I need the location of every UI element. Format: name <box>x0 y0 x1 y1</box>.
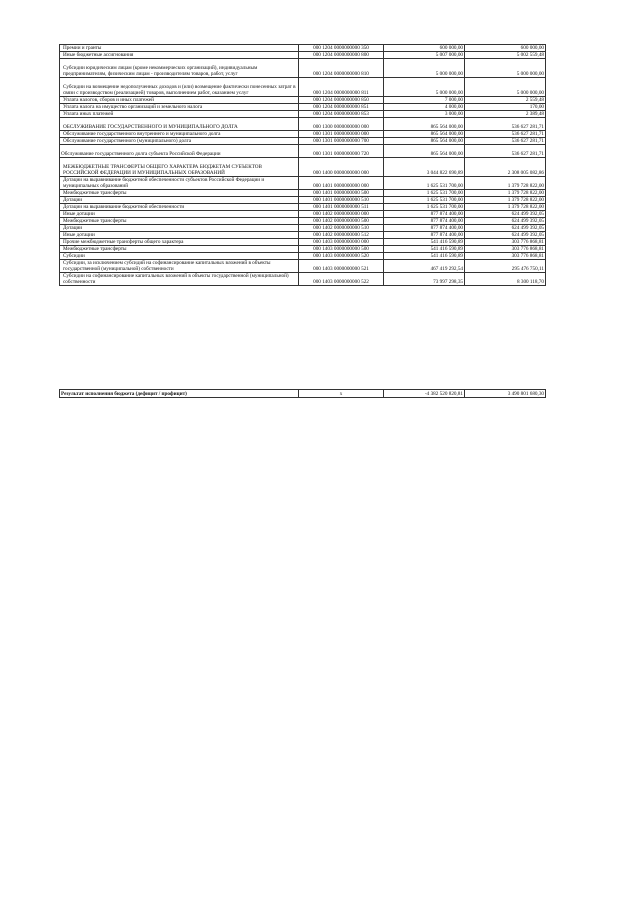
row-name-cell: Иные бюджетные ассигнования <box>60 52 299 59</box>
row-exec-cell: 1 379 728 822,00 <box>465 190 546 197</box>
row-name-cell: Дотации на выравнивание бюджетной обеспеченности <box>60 204 299 211</box>
table-row <box>60 204 546 211</box>
row-exec-cell: 600 000,00 <box>465 45 546 52</box>
table-row <box>60 218 546 225</box>
budget-result-label: Результат исполнения бюджета (дефицит / профицит) <box>60 390 299 398</box>
row-name-cell: ОБСЛУЖИВАНИЕ ГОСУДАРСТВЕННОГО И МУНИЦИПАЛЬНОГО ДОЛГА <box>60 118 299 131</box>
row-plan-cell: 1 625 531 700,00 <box>384 204 465 211</box>
row-name-cell: Субсидии, за исключением субсидий на софинансирование капитальных вложений в объекты государственной (муниципальной) собственности <box>60 260 299 273</box>
row-plan-cell: 5 000 000,00 <box>384 59 465 78</box>
row-plan-cell: 600 000,00 <box>384 45 465 52</box>
table-row <box>60 260 546 273</box>
row-code-cell: 000 1204 0000000000 800 <box>299 52 384 59</box>
row-name-cell: Субсидии на возмещение недополученных доходов и (или) возмещение фактически понесенных затрат в связи с производством (реализацией) товаров, выполнением работ, оказанием услуг <box>60 78 299 97</box>
table-row <box>60 138 546 145</box>
budget-result-code: x <box>299 390 384 398</box>
row-plan-cell: 865 564 000,00 <box>384 138 465 145</box>
row-code-cell: 000 1402 0000000000 500 <box>299 218 384 225</box>
budget-result-row <box>60 390 546 398</box>
row-name-cell: Межбюджетные трансферты <box>60 190 299 197</box>
row-name-cell: Уплата иных платежей <box>60 111 299 118</box>
table-row <box>60 190 546 197</box>
table-row <box>60 225 546 232</box>
row-name-cell: Иные дотации <box>60 211 299 218</box>
row-code-cell: 000 1403 0000000000 500 <box>299 246 384 253</box>
row-name-cell: Иные дотации <box>60 232 299 239</box>
row-plan-cell: 4 000,00 <box>384 104 465 111</box>
table-row <box>60 197 546 204</box>
row-name-cell: Субсидии юридическим лицам (кроме некоммерческих организаций), индивидуальным предпринимателям, физическим лицам - производителям товаров, работ, услуг <box>60 59 299 78</box>
row-name-cell: Субсидии <box>60 253 299 260</box>
row-code-cell: 000 1204 0000000000 350 <box>299 45 384 52</box>
row-exec-cell: 5 000 000,00 <box>465 78 546 97</box>
row-plan-cell: 1 625 531 700,00 <box>384 190 465 197</box>
row-name-cell: Премии и гранты <box>60 45 299 52</box>
row-plan-cell: 865 564 000,00 <box>384 118 465 131</box>
row-plan-cell: 541 416 590,89 <box>384 239 465 246</box>
expenditure-table-body <box>60 45 546 286</box>
row-name-cell: Субсидии на софинансирование капитальных вложений в объекты государственной (муниципальной) собственности <box>60 273 299 286</box>
table-row <box>60 246 546 253</box>
row-exec-cell: 1 379 728 822,00 <box>465 197 546 204</box>
row-code-cell: 000 1204 0000000000 853 <box>299 111 384 118</box>
row-exec-cell: 303 776 868,81 <box>465 246 546 253</box>
row-code-cell: 000 1204 0000000000 810 <box>299 59 384 78</box>
row-name-cell: Прочие межбюджетные трансферты общего характера <box>60 239 299 246</box>
table-row <box>60 97 546 104</box>
table-row <box>60 45 546 52</box>
row-plan-cell: 541 416 590,89 <box>384 253 465 260</box>
row-exec-cell: 624 499 392,05 <box>465 232 546 239</box>
row-code-cell: 000 1402 0000000000 512 <box>299 232 384 239</box>
row-exec-cell: 5 000 000,00 <box>465 59 546 78</box>
row-plan-cell: 877 874 400,00 <box>384 211 465 218</box>
row-plan-cell: 1 625 531 700,00 <box>384 197 465 204</box>
row-plan-cell: 5 000 000,00 <box>384 78 465 97</box>
table-row <box>60 118 546 131</box>
table-row <box>60 78 546 97</box>
row-name-cell: Дотации <box>60 225 299 232</box>
row-name-cell: Обслуживание государственного внутреннего и муниципального долга <box>60 131 299 138</box>
table-row <box>60 239 546 246</box>
row-name-cell: МЕЖБЮДЖЕТНЫЕ ТРАНСФЕРТЫ ОБЩЕГО ХАРАКТЕРА БЮДЖЕТАМ СУБЪЕКТОВ РОССИЙСКОЙ ФЕДЕРАЦИИ И МУНИЦИПАЛЬНЫХ ОБРАЗОВАНИЙ <box>60 158 299 177</box>
row-exec-cell: 624 499 392,05 <box>465 211 546 218</box>
row-code-cell: 000 1401 0000000000 510 <box>299 197 384 204</box>
row-exec-cell: 295 476 750,11 <box>465 260 546 273</box>
table-row <box>60 59 546 78</box>
row-plan-cell: 467 419 292,54 <box>384 260 465 273</box>
table-row <box>60 104 546 111</box>
table-row <box>60 273 546 286</box>
row-exec-cell: 2 559,48 <box>465 97 546 104</box>
row-plan-cell: 1 625 531 700,00 <box>384 177 465 190</box>
table-row <box>60 158 546 177</box>
row-plan-cell: 865 564 000,00 <box>384 131 465 138</box>
row-exec-cell: 170,00 <box>465 104 546 111</box>
row-name-cell: Обслуживание государственного долга субъекта Российской Федерации <box>60 145 299 158</box>
budget-result-exec: 3 490 801 680,30 <box>465 390 546 398</box>
row-code-cell: 000 1204 0000000000 851 <box>299 104 384 111</box>
row-code-cell: 000 1204 0000000000 850 <box>299 97 384 104</box>
expenditure-table <box>59 44 546 286</box>
row-code-cell: 000 1301 0000000000 000 <box>299 131 384 138</box>
row-exec-cell: 536 627 281,71 <box>465 138 546 145</box>
table-row <box>60 232 546 239</box>
row-name-cell: Межбюджетные трансферты <box>60 246 299 253</box>
row-exec-cell: 536 627 281,71 <box>465 118 546 131</box>
row-plan-cell: 877 874 400,00 <box>384 232 465 239</box>
row-code-cell: 000 1401 0000000000 511 <box>299 204 384 211</box>
row-code-cell: 000 1400 0000000000 000 <box>299 158 384 177</box>
table-row <box>60 177 546 190</box>
row-exec-cell: 1 379 728 822,00 <box>465 204 546 211</box>
row-code-cell: 000 1301 0000000000 720 <box>299 145 384 158</box>
row-plan-cell: 865 564 000,00 <box>384 145 465 158</box>
row-plan-cell: 3 044 822 690,89 <box>384 158 465 177</box>
table-row <box>60 145 546 158</box>
row-code-cell: 000 1301 0000000000 700 <box>299 138 384 145</box>
row-plan-cell: 5 007 000,00 <box>384 52 465 59</box>
row-exec-cell: 2 389,48 <box>465 111 546 118</box>
table-row <box>60 111 546 118</box>
row-exec-cell: 5 002 559,48 <box>465 52 546 59</box>
row-name-cell: Дотации на выравнивание бюджетной обеспеченности субъектов Российской Федерации и муниципальных образований <box>60 177 299 190</box>
row-exec-cell: 624 499 392,05 <box>465 218 546 225</box>
row-plan-cell: 3 000,00 <box>384 111 465 118</box>
budget-result-table <box>59 389 546 398</box>
row-exec-cell: 536 627 281,71 <box>465 145 546 158</box>
table-row <box>60 211 546 218</box>
row-code-cell: 000 1403 0000000000 521 <box>299 260 384 273</box>
row-exec-cell: 624 499 392,05 <box>465 225 546 232</box>
table-row <box>60 253 546 260</box>
row-code-cell: 000 1300 0000000000 000 <box>299 118 384 131</box>
row-exec-cell: 536 627 281,71 <box>465 131 546 138</box>
row-code-cell: 000 1204 0000000000 811 <box>299 78 384 97</box>
row-plan-cell: 877 874 400,00 <box>384 225 465 232</box>
table-row <box>60 52 546 59</box>
row-exec-cell: 303 776 868,81 <box>465 239 546 246</box>
table-row <box>60 131 546 138</box>
row-code-cell: 000 1401 0000000000 500 <box>299 190 384 197</box>
row-name-cell: Уплата налога на имущество организаций и земельного налога <box>60 104 299 111</box>
row-name-cell: Межбюджетные трансферты <box>60 218 299 225</box>
row-exec-cell: 303 776 868,81 <box>465 253 546 260</box>
budget-result-plan: -4 382 520 820,81 <box>384 390 465 398</box>
row-plan-cell: 877 874 400,00 <box>384 218 465 225</box>
row-name-cell: Обслуживание государственного (муниципального) долга <box>60 138 299 145</box>
row-code-cell: 000 1401 0000000000 000 <box>299 177 384 190</box>
row-exec-cell: 1 379 728 822,00 <box>465 177 546 190</box>
row-code-cell: 000 1402 0000000000 000 <box>299 211 384 218</box>
row-code-cell: 000 1403 0000000000 520 <box>299 253 384 260</box>
row-plan-cell: 73 997 298,35 <box>384 273 465 286</box>
row-plan-cell: 541 416 590,89 <box>384 246 465 253</box>
row-name-cell: Дотации <box>60 197 299 204</box>
row-code-cell: 000 1403 0000000000 000 <box>299 239 384 246</box>
row-plan-cell: 7 000,00 <box>384 97 465 104</box>
row-code-cell: 000 1402 0000000000 510 <box>299 225 384 232</box>
row-name-cell: Уплата налогов, сборов и иных платежей <box>60 97 299 104</box>
row-code-cell: 000 1403 0000000000 522 <box>299 273 384 286</box>
row-exec-cell: 8 300 118,70 <box>465 273 546 286</box>
row-exec-cell: 2 308 005 082,86 <box>465 158 546 177</box>
